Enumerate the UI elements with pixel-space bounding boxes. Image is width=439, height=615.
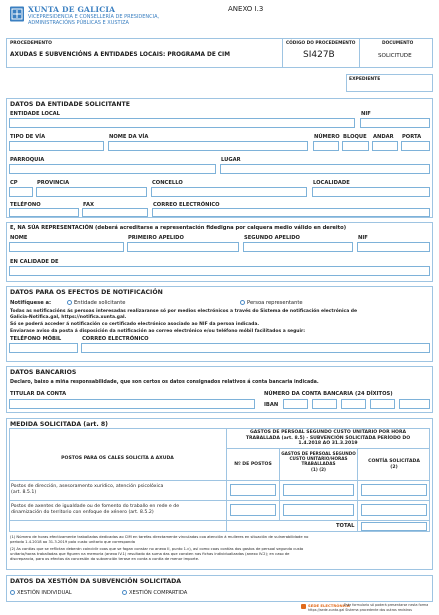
col-group-header-2: TRABALLADA (art. 8.5) - SUBVENCIÓN SOLICITADA PERÍODO DO <box>245 435 411 441</box>
notify-entity-label: Entidade solicitante <box>74 300 126 306</box>
iban-field-1[interactable] <box>283 399 308 409</box>
management-shared-label: XESTIÓN COMPARTIDA <box>129 590 188 596</box>
numero-field[interactable] <box>313 141 339 151</box>
procedure-code-value: SI427B <box>303 50 335 60</box>
bank-title: DATOS BANCARIOS <box>10 369 77 376</box>
iban-label: IBAN <box>264 402 279 408</box>
iban-field-2[interactable] <box>312 399 337 409</box>
note-2a: (2) As contías que se reflictan deberán coincidir coas que se fagan constar no anexo II, punto 1.c), así como coas contías dos gastos de persoal segundo custo <box>10 547 304 551</box>
col-gastos-header-1: GASTOS DE PERSOAL SEGUNDO <box>281 451 356 456</box>
procedure-value: AXUDAS E SUBVENCIÓNS A ENTIDADES LOCAIS: PROGRAMA DE CIM <box>10 52 230 58</box>
rep-calidade-label: EN CALIDADE DE <box>10 259 59 265</box>
xunta-shield-icon <box>9 6 25 22</box>
titular-label: TITULAR DA CONTA <box>10 391 67 397</box>
rep-primeiro-field[interactable] <box>127 242 239 252</box>
cp-label: CP <box>10 180 18 186</box>
movil-field[interactable] <box>9 343 78 353</box>
row2-gastos-field[interactable] <box>283 504 354 516</box>
nome-via-field[interactable] <box>108 141 308 151</box>
tipo-via-label: TIPO DE VÍA <box>10 134 46 140</box>
note-1b: período 1.4.2018 ao 31.3.2019 polo custo unitario que corresponda <box>10 540 135 544</box>
bloque-field[interactable] <box>342 141 369 151</box>
rep-nome-label: NOME <box>10 235 28 241</box>
nif-field[interactable] <box>360 118 430 128</box>
iban-field-3[interactable] <box>341 399 366 409</box>
rep-nif-field[interactable] <box>357 242 430 252</box>
movil-label: TELÉFONO MÓBIL <box>10 336 62 342</box>
total-label: TOTAL <box>336 523 355 529</box>
org-name: XUNTA DE GALICIA <box>28 5 116 14</box>
concello-label: CONCELLO <box>152 180 183 186</box>
iban-field-4[interactable] <box>370 399 395 409</box>
sede-label[interactable]: SEDE ELECTRÓNICA <box>308 603 350 608</box>
lugar-field[interactable] <box>220 164 430 174</box>
row1-label-2: (art. 8.5.1) <box>11 490 37 495</box>
row2-label-1: Postos de axentes de igualdade ou de fomento do traballo en rede e de <box>11 504 180 509</box>
sede-icon <box>301 604 306 609</box>
document-label: DOCUMENTO <box>382 41 414 46</box>
measure-title: MEDIDA SOLICITADA (art. 8) <box>10 421 108 428</box>
porta-label: PORTA <box>402 134 422 140</box>
notify-representative-label: Persoa representante <box>247 300 303 306</box>
rep-segundo-field[interactable] <box>243 242 353 252</box>
xunta-logo <box>9 6 25 22</box>
notifiquese-label: Notifíquese a: <box>10 300 52 306</box>
management-shared-radio[interactable] <box>122 590 127 595</box>
rep-nif-label: NIF <box>358 235 368 241</box>
rep-calidade-field[interactable] <box>9 266 430 276</box>
bank-declaration: Declaro, baixo a miña responsabilidade, que son certos os datos consignados relativos á conta bancaria indicada. <box>10 380 319 385</box>
notification-title: DATOS PARA OS EFECTOS DE NOTIFICACIÓN <box>10 289 163 296</box>
fax-field[interactable] <box>82 208 148 217</box>
row2-label-2: dinamización do territorio con enfoque de xénero (art. 8.5.2) <box>11 510 154 515</box>
parroquia-label: PARROQUIA <box>10 157 45 163</box>
row2-contia-field[interactable] <box>361 504 427 516</box>
notify-correo-field[interactable] <box>81 343 430 353</box>
nif-label: NIF <box>361 111 371 117</box>
document-value: SOLICITUDE <box>378 53 412 59</box>
total-field[interactable] <box>361 522 427 531</box>
fax-label: FAX <box>83 202 94 208</box>
parroquia-field[interactable] <box>9 164 216 174</box>
andar-label: ANDAR <box>373 134 394 140</box>
annex-label: ANEXO I.3 <box>228 5 264 13</box>
management-individual-radio[interactable] <box>10 590 15 595</box>
row2-n-posts-field[interactable] <box>230 504 276 516</box>
correo-field[interactable] <box>152 208 430 217</box>
provincia-field[interactable] <box>36 187 147 197</box>
iban-field-5[interactable] <box>399 399 430 409</box>
notification-text-1a: Todas as notificacións ás persoas interesadas realizaranse só por medios electrónicos a través do Sistema de notificación electrónica de <box>10 309 358 314</box>
rep-primeiro-label: PRIMEIRO APELIDO <box>128 235 184 241</box>
representative-title: E, NA SÚA REPRESENTACIÓN (deberá acreditarse a representación fidedigna por calquera medio válido en dereito) <box>10 225 347 231</box>
col-posts-header: POSTOS PARA OS CALES SOLICITA A AXUDA <box>61 456 174 461</box>
procedure-label: PROCEDEMENTO <box>10 41 52 46</box>
tipo-via-field[interactable] <box>9 141 104 151</box>
expediente-label: EXPEDIENTE <box>349 77 381 82</box>
note-2b: unitario/horas traballadas que figuren na memoria (anexo IV.1) resultado da suma das que consten nas fichas individualizadas (anexo IV.2); en caso de <box>10 552 290 556</box>
notification-text-1b: Galicia-Notifica.gal, https://notifica.xunta.gal. <box>10 315 127 320</box>
notification-text-2: Só se poderá acceder á notificación co certificado electrónico asociado ao NIF da persoa indicada. <box>10 322 260 327</box>
note-2c: discrepancia, para os efectos da concesión da subvención terase en conta a contía de menor importe. <box>10 557 200 561</box>
management-title: DATOS DA XESTIÓN DA SUBVENCIÓN SOLICITADA <box>10 578 182 585</box>
concello-field[interactable] <box>151 187 307 197</box>
numero-label: NÚMERO <box>314 134 340 140</box>
telefono-label: TELÉFONO <box>10 202 41 208</box>
porta-field[interactable] <box>401 141 430 151</box>
lugar-label: LUGAR <box>221 157 241 163</box>
col-group-header-3: 1.4.2018 AO 31.3.2019 <box>298 441 358 446</box>
nome-via-label: NOME DA VÍA <box>109 134 149 140</box>
account-label: NÚMERO DA CONTA BANCARIA (24 DÍXITOS) <box>264 391 393 397</box>
row1-gastos-field[interactable] <box>283 484 354 496</box>
col-gastos-header-2: CUSTO UNITARIO/HORAS <box>289 456 348 461</box>
rep-nome-field[interactable] <box>9 242 124 252</box>
rep-segundo-label: SEGUNDO APELIDO <box>244 235 300 241</box>
cp-field[interactable] <box>9 187 33 197</box>
applicant-title: DATOS DA ENTIDADE SOLICITANTE <box>10 101 130 108</box>
entidade-local-field[interactable] <box>9 118 355 128</box>
titular-field[interactable] <box>9 399 255 409</box>
footer-text-2: https://sede.xunta.gal Sistema procedente dos outros rexistros <box>308 608 412 612</box>
col-n-posts-header: Nº DE POSTOS <box>234 462 272 467</box>
correo-label: CORREO ELECTRÓNICO <box>153 202 220 208</box>
andar-field[interactable] <box>372 141 398 151</box>
management-individual-label: XESTIÓN INDIVIDUAL <box>17 590 72 596</box>
row1-label-1: Postos de dirección, asesoramento xurídico, atención psicolóxica <box>11 484 164 489</box>
footer-text-1: Este formulario só poderá presentarse nesta forma <box>344 603 429 607</box>
col-gastos-header-4: (1) (2) <box>311 467 326 472</box>
entidade-local-label: ENTIDADE LOCAL <box>10 111 60 117</box>
col-gastos-header-3: TRABALLADAS <box>301 461 336 466</box>
notify-representative-radio[interactable] <box>240 300 245 305</box>
procedure-code-label: CÓDIGO DO PROCEDEMENTO <box>286 41 356 46</box>
row1-contia-field[interactable] <box>361 484 427 496</box>
bloque-label: BLOQUE <box>343 134 367 140</box>
col-group-header-1: GASTOS DE PERSOAL SEGUNDO CUSTO UNITARIO POR HORA <box>249 430 407 435</box>
dept-line-1: VICEPRESIDENCIA E CONSELLERÍA DE PRESIDENCIA, <box>28 14 160 20</box>
col-contia-header-2: (2) <box>390 465 398 470</box>
note-1a: (1) Número de horas efectivamente traballadas dedicadas ao CIM en tarefas directamente vinculadas coa atención á mulleres en situación de vulnerabilidade no <box>10 535 309 539</box>
provincia-label: PROVINCIA <box>37 180 70 186</box>
notification-text-3: Enviarase aviso da posta á disposición da notificación ao correo electrónico e/ou teléfono móbil facilitados a seguir: <box>10 329 306 334</box>
localidade-label: LOCALIDADE <box>313 180 350 186</box>
telefono-field[interactable] <box>9 208 79 217</box>
localidade-field[interactable] <box>312 187 430 197</box>
col-contia-header-1: CONTÍA SOLICITADA <box>368 459 420 464</box>
row1-n-posts-field[interactable] <box>230 484 276 496</box>
notify-correo-label: CORREO ELECTRÓNICO <box>82 336 149 342</box>
dept-line-2: ADMINISTRACIÓNS PÚBLICAS E XUSTIZA <box>28 20 129 26</box>
notify-entity-radio[interactable] <box>67 300 72 305</box>
